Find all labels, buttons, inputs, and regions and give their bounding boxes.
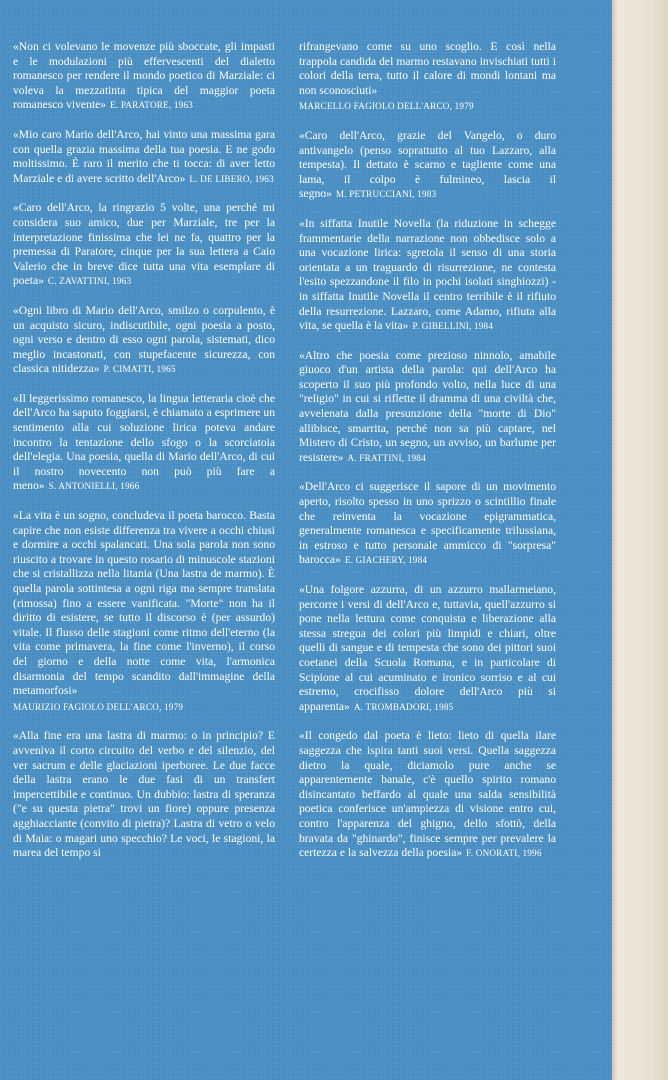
quote-text: «Il congedo dal poeta è lieto: lieto di quella ilare saggezza che ispira tanti suoi versi. Quella saggezza dietro la quale, diciamolo pure anche se apparentemente banale, c'è quello spirito romano disincantato beffardo al quale una salda sensibilità poetica conferisce un'ampiezza di visione entro cui, contro l'apparenza del ghigno, dello sfottò, della bravata da "ghinardo", finisce sempre per prevalere la certezza e la salvezza della poesia» [299, 729, 556, 860]
quote [13, 128, 275, 186]
quote-text: «Dell'Arco ci suggerisce il sapore di un movimento aperto, risolto spesso in uno sprizzo o scintillio finale che reinventa la vocazione epigrammatica, generalmente romanesca e specificamente trilussiana, in estroso e tutto personale ammicco di "sorpresa" barocca» [299, 480, 556, 567]
quote [299, 40, 556, 114]
quote-text: «In siffatta Inutile Novella (la riduzione in schegge frammentarie della narrazione non obbedisce solo a una vocazione lirica: sgretola il senso di una storia orientata a un traguardo di risurrezione, ne contesta l'esito spezzandone il filo in pochi isolati singhiozzi) - in siffatta Inutile Novella il centro terribile è il rifiuto della resurrezione. Lazzaro, come Adamo, rifiuta alla vita, se quella è la vita» [299, 216, 556, 333]
quote-text: «Non ci volevano le movenze più sboccate, gli impasti e le modulazioni più effervescenti del dialetto romanesco per rendere il mondo poetico di Marziale: ci voleva la mezzatinta tipica del maggior poeta romanesco vivente» [13, 40, 275, 112]
quote [13, 304, 275, 377]
quote [299, 583, 556, 714]
quote-author: E. GIACHERY, 1984 [344, 555, 428, 566]
quote-text: «Altro che poesia come prezioso ninnolo, amabile giuoco d'un artista della parola: qui dell'Arco ha scoperto il suo più profondo volto, nella luce di una "religio" in cui si riflette il dramma di una civiltà che, avvelenata dalla presunzione della "morte di Dio" allibisce, smarrita, perché non sa più captare, nel Mistero di Cristo, un segno, un avviso, un barlume per resistere» [299, 348, 556, 464]
quote-text: «Caro dell'Arco, grazie del Vangelo, o duro antivangelo (penso soprattutto al tuo Lazzaro, alla tempesta). Il dettato è scarno e tagliente come una lama, il colpo è fulmineo, lascia il segno» [299, 128, 556, 201]
quote-author: S. ANTONIELLI, 1966 [48, 481, 140, 492]
quote-text: «Il leggerissimo romanesco, la lingua letteraria cioè che dell'Arco ha saputo foggiarsi, è chiamato a esprimere un sentimento alla cui soluzione lirica poteva andare incontro la tentazione dello sfogo o la scorciatoia dell'elegia. Una poesia, quella di Mario dell'Arco, di cui il nostro novecento non può più fare a meno» [13, 391, 275, 493]
quote-text: «Alla fine era una lastra di marmo: o in principio? E avveniva il corto circuito del verbo e del silenzio, del ver sacrum e delle glaciazioni iperboree. Le due facce della lastra erano le due fasi di un transfert impercettibile e continuo. Un dubbio: lastra di speranza ("e su questa pietra" trovi un fiore) oppure presenza agghiacciante (convito di pietra)? Lastra di vetro o velo di Maia: o magari uno specchio? Le voci, le stagioni, la marea del tempo si [13, 729, 275, 860]
quote [13, 729, 275, 860]
quote-text: rifrangevano come su uno scoglio. E così nella trappola candida del marmo restavano invischiati tutti i colori della terra, tutto il calore di mondi lontani ma non sconosciuti» [299, 40, 556, 97]
quote [299, 729, 556, 860]
left-column [13, 40, 275, 876]
quote [13, 201, 275, 289]
quote-author: L. DE LIBERO, 1963 [189, 173, 274, 184]
quote-author: M. PETRUCCIANI, 1983 [335, 189, 437, 200]
quote-author: A. TROMBADORI, 1985 [353, 701, 454, 712]
quote-text: «Una folgore azzurra, di un azzurro mallarmeiano, percorre i versi di dell'Arco e, tuttavia, quell'azzurro si pone nella lettura come conquista e liberazione alla stessa stregua dei colori più limpidi e chiari, oltre quelli di sangue e di tempesta che sono dei pittori suoi coetanei della Scuola Romana, e in particolare di Scipione al cui acuminato e ironico sorriso e al cui estremo, crocifisso dolore dell'Arco più si apparenta» [299, 583, 556, 713]
quote-text: «Caro dell'Arco, la ringrazio 5 volte, una perché mi considera suo amico, due per Marziale, tre per la interpretazione finissima che lei ne fa, quattro per la premessa di Paratore, cinque per la sua lettera a Caio Valerio che in breve dice tutta una vita esemplare di poeta» [13, 201, 275, 288]
quote-text: «Mio caro Mario dell'Arco, hai vinto una massima gara con quella grazia massima della tua poesia. E ne godo moltissimo. È raro il merito che ti tocca: di aver letto Marziale e di avere scritto dell'Arco» [13, 127, 275, 185]
quote [299, 217, 556, 334]
quote-author: A. FRATTINI, 1984 [347, 452, 426, 463]
quote [13, 40, 275, 113]
quote-author: P. GIBELLINI, 1984 [412, 321, 494, 332]
quote-author: MARCELLO FAGIOLO DELL'ARCO, 1979 [299, 101, 474, 112]
quote [299, 129, 556, 202]
quote-text: «La vita è un sogno, concludeva il poeta barocco. Basta capire che non esiste differenza tra vivere a occhi chiusi e dormire a occhi spalancati. Una sola parola non sono riuscito a trovare in questo rosario di minuscole stazioni che si cristallizza nella litania (Una lastra de marmo). È quella parola sottintesa a ogni riga ma sempre translata (rimossa) fino a essere vanificata. "Morte" non ha il diritto di esistere, se tutto il discorso è (per assurdo) vitale. Il flusso delle stagioni come ritmo dell'eterno (la vita come primavera, la fine come l'inverno), il corso del giorno e della notte come vita, l'armonica disarmonia del tempo scandito dall'immagine della metamorfosi» [13, 509, 275, 698]
quote-author: MAURIZIO FAGIOLO DELL'ARCO, 1979 [13, 701, 184, 712]
quote-author: C. ZAVATTINI, 1963 [47, 276, 132, 287]
quote-author: P. CIMATTI, 1965 [103, 364, 176, 375]
quote [13, 509, 275, 714]
quote [13, 392, 275, 494]
right-column [299, 40, 556, 876]
book-spine-edge [612, 0, 668, 1080]
quote-text: «Ogni libro di Mario dell'Arco, smilzo o corpulento, è un acquisto sicuro, indiscutibile, ogni poesia a posto, ogni verso e dentro di esso ogni parola, sistemati, dico meglio incastonati, con stupefacente sicurezza, con classica nitidezza» [13, 303, 275, 376]
quote-author: F. ONORATI, 1996 [466, 848, 542, 859]
quote [299, 349, 556, 466]
quote-author: E. PARATORE, 1963 [110, 100, 194, 111]
quote [299, 480, 556, 568]
